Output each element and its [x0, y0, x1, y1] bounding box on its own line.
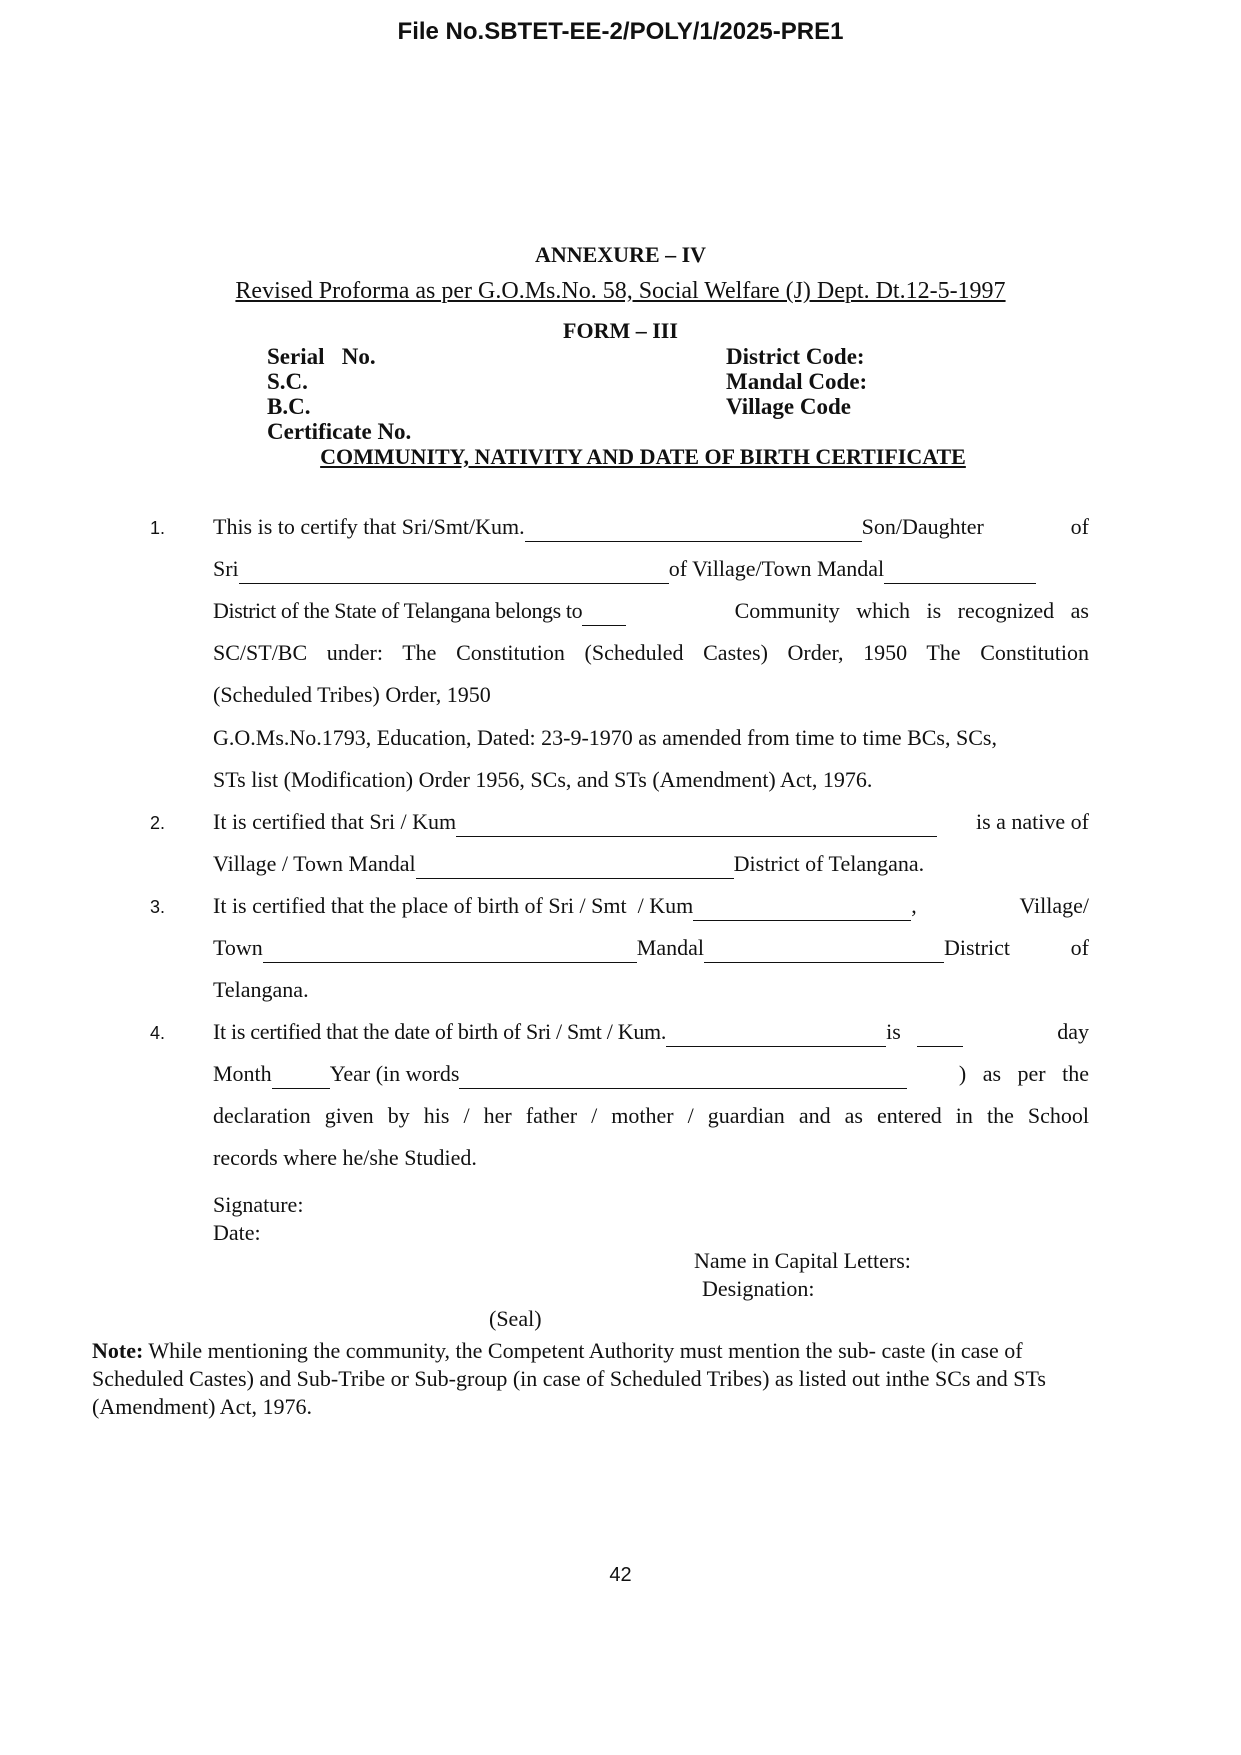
- item-1-line-3: [213, 596, 1089, 626]
- form-title: FORM – III: [563, 318, 678, 343]
- seal-label: (Seal): [489, 1306, 542, 1331]
- item-3-line-3: [213, 975, 1089, 1005]
- birth-mandal-blank: [704, 940, 944, 963]
- sc-label: S.C.: [267, 369, 308, 394]
- date-label: Date:: [213, 1220, 261, 1245]
- item-1-line-5: [213, 680, 1089, 710]
- telangana-text: Telangana.: [213, 977, 309, 1002]
- name-capital-letters-label: Name in Capital Letters:: [694, 1248, 911, 1273]
- item-4-number: 4.: [150, 1023, 166, 1043]
- village-town-mandal-text: of Village/Town Mandal: [668, 556, 885, 581]
- declaration-text: declaration given by his / her father / mother / guardian and as entered in the School: [213, 1103, 1089, 1128]
- birth-name-blank: [693, 898, 911, 921]
- designation-label: Designation:: [702, 1276, 815, 1301]
- of-text-2: of: [1070, 935, 1089, 960]
- item-3-line-2: [213, 933, 1089, 963]
- item-1-line-7: [213, 765, 1089, 795]
- scheduled-tribes-text: (Scheduled Tribes) Order, 1950: [213, 682, 491, 707]
- item-4-line-2: [213, 1059, 1089, 1089]
- header-right-fields: [726, 344, 867, 419]
- sts-list-text: STs list (Modification) Order 1956, SCs, and STs (Amendment) Act, 1976.: [213, 767, 873, 792]
- header-left-fields: [267, 344, 411, 444]
- community-blank: [582, 603, 626, 626]
- item-1-line-1: [213, 512, 1089, 542]
- son-daughter-text: Son/Daughter: [861, 514, 984, 539]
- district-telangana-text: District of Telangana.: [733, 851, 925, 876]
- day-text: day: [1057, 1019, 1089, 1044]
- proforma-reference: Revised Proforma as per G.O.Ms.No. 58, Social Welfare (J) Dept. Dt.12-5-1997: [235, 278, 1006, 304]
- name-blank: [525, 519, 862, 542]
- of-text: of: [1070, 514, 1089, 539]
- is-text: is: [886, 1019, 901, 1044]
- comma-text: ,: [911, 893, 917, 918]
- certificate-no-label: Certificate No.: [267, 419, 412, 444]
- district-code-label: District Code:: [726, 344, 865, 369]
- village-town-mandal-label: Village / Town Mandal: [213, 851, 416, 876]
- note-paragraph: [92, 1337, 1102, 1421]
- town-blank: [263, 940, 637, 963]
- native-mandal-blank: [416, 856, 734, 879]
- item-4-line-4: [213, 1143, 1089, 1173]
- note-text: While mentioning the community, the Competent Authority must mention the sub- caste (in case of Scheduled Castes) and Sub-Tribe or Sub-group (in case of Scheduled Tribes) as listed out inthe SCs and STs (Amendment) Act, 1976.: [92, 1338, 1046, 1419]
- year-words-blank: [459, 1066, 907, 1089]
- school-records-text: records where he/she Studied.: [213, 1145, 477, 1170]
- item-1-line-4: [213, 638, 1089, 668]
- note-label: Note:: [92, 1338, 144, 1363]
- dob-name-blank: [666, 1024, 886, 1047]
- item-2-number: 2.: [150, 813, 166, 833]
- certified-sri-kum-text: It is certified that Sri / Kum: [213, 809, 457, 834]
- community-text: Community which is recognized as: [734, 598, 1089, 623]
- village-slash-text: Village/: [1019, 893, 1089, 918]
- item-3-number: 3.: [150, 897, 166, 917]
- item-3-line-1: [213, 891, 1089, 921]
- year-in-words-text: Year (in words: [329, 1061, 460, 1086]
- date-of-birth-text: It is certified that the date of birth of Sri / Smt / Kum.: [213, 1019, 667, 1044]
- month-blank: [272, 1066, 330, 1089]
- bc-label: B.C.: [267, 394, 311, 419]
- town-text: Town: [213, 935, 263, 960]
- native-of-text: is a native of: [975, 809, 1089, 834]
- signature-label: Signature:: [213, 1192, 304, 1217]
- month-text: Month: [213, 1061, 272, 1086]
- mandal-text: Mandal: [636, 935, 704, 960]
- certify-text: This is to certify that Sri/Smt/Kum.: [213, 514, 525, 539]
- district-state-text: District of the State of Telangana belongs to: [213, 598, 583, 623]
- mandal-blank: [884, 561, 1036, 584]
- item-1-line-6: [213, 723, 1089, 753]
- item-4-line-3: [213, 1101, 1089, 1131]
- go-ms-text: G.O.Ms.No.1793, Education, Dated: 23-9-1970 as amended from time to time BCs, SCs,: [213, 725, 997, 750]
- father-name-blank: [239, 561, 669, 584]
- district-text: District: [944, 935, 1010, 960]
- mandal-code-label: Mandal Code:: [726, 369, 868, 394]
- constitution-text: SC/ST/BC under: The Constitution (Scheduled Castes) Order, 1950 The Constitution: [213, 640, 1089, 665]
- village-code-label: Village Code: [726, 394, 851, 419]
- page-number: 42: [609, 1564, 632, 1586]
- item-1-line-2: [213, 554, 1089, 584]
- serial-no-label: Serial No.: [267, 344, 376, 369]
- place-of-birth-text: It is certified that the place of birth of Sri / Smt / Kum: [213, 893, 694, 918]
- day-blank: [917, 1024, 963, 1047]
- item-1-number: 1.: [150, 518, 166, 538]
- certificate-title: COMMUNITY, NATIVITY AND DATE OF BIRTH CERTIFICATE: [320, 444, 966, 469]
- item-4-line-1: [213, 1017, 1089, 1047]
- item-2-line-1: [213, 807, 1089, 837]
- file-number-header: File No.SBTET-EE-2/POLY/1/2025-PRE1: [397, 18, 844, 45]
- sri-text: Sri: [213, 556, 239, 581]
- as-per-the-text: ) as per the: [958, 1061, 1089, 1086]
- annexure-title: ANNEXURE – IV: [534, 242, 707, 267]
- native-name-blank: [456, 814, 937, 837]
- item-2-line-2: [213, 849, 1089, 879]
